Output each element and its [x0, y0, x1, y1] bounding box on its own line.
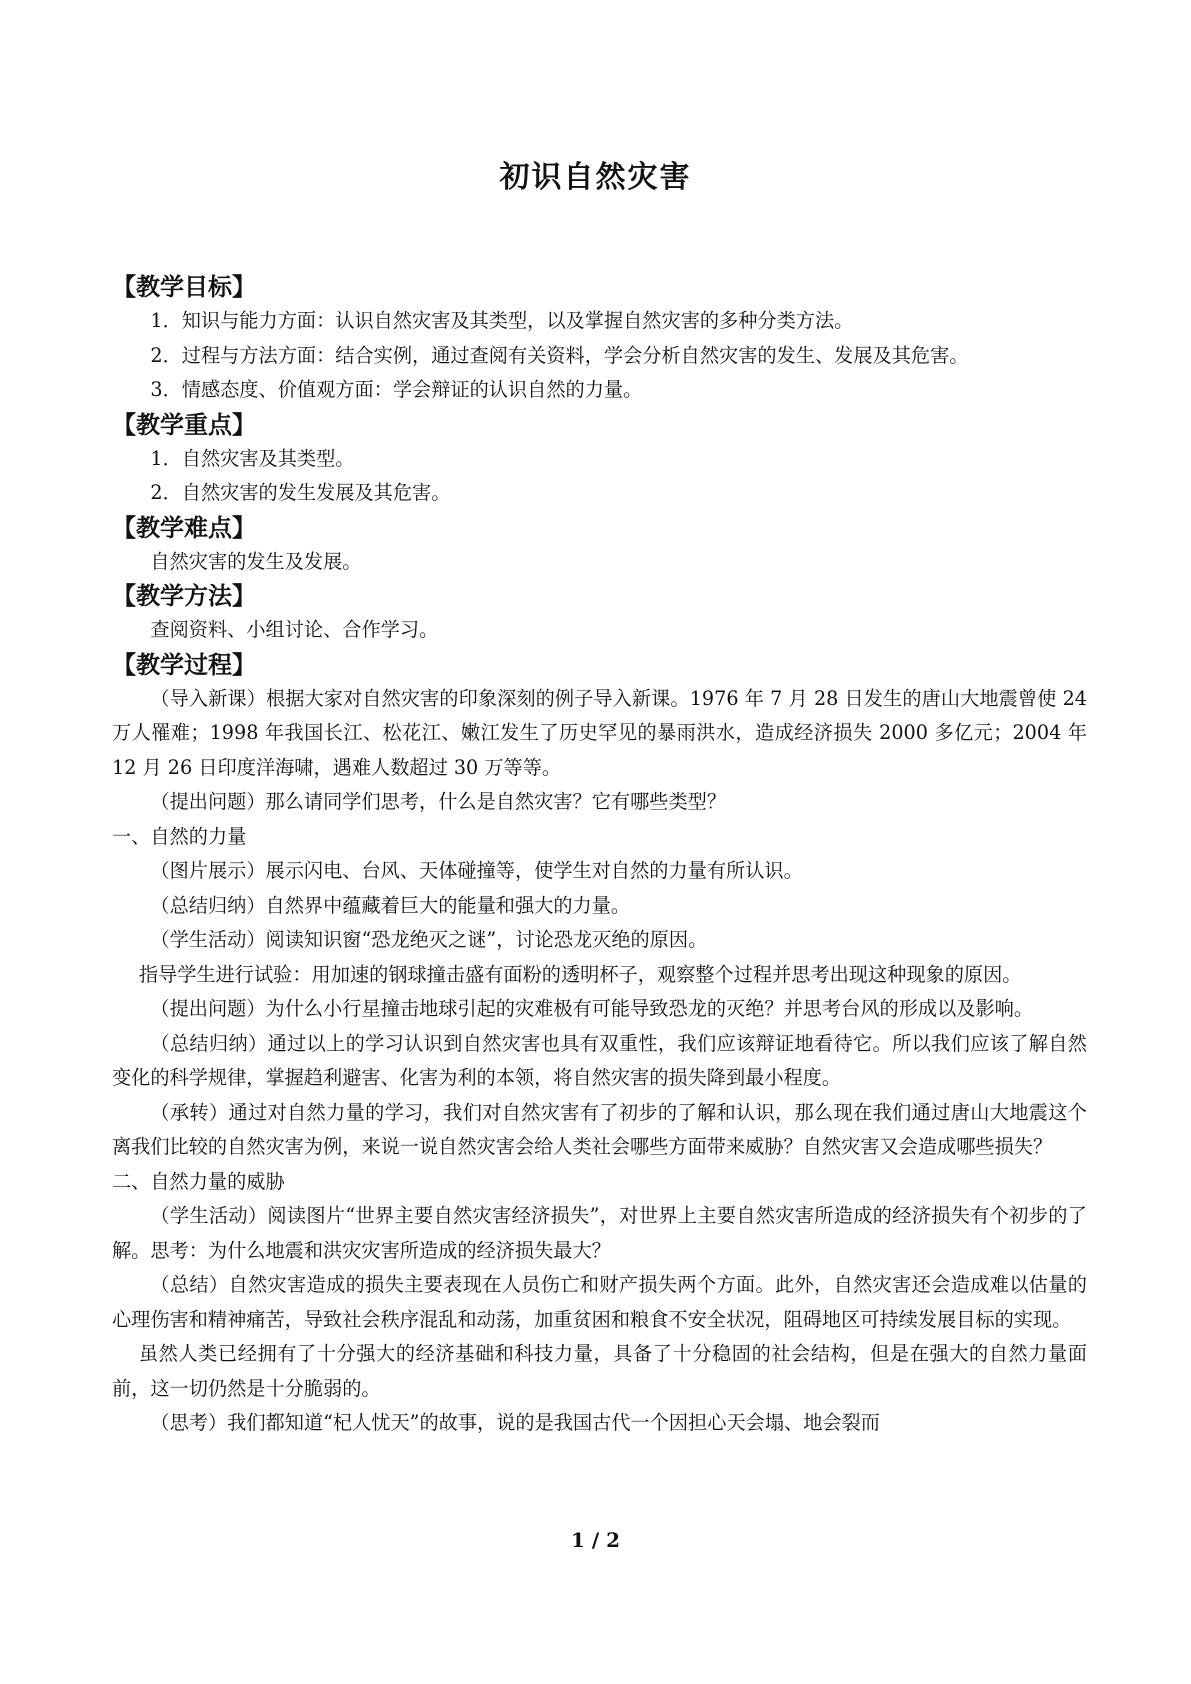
- methods-text: 查阅资料、小组讨论、合作学习。: [150, 618, 439, 641]
- goal-item: 3．情感态度、价值观方面：学会辩证的认识自然的力量。: [150, 378, 643, 401]
- part1-paragraph: 指导学生进行试验：用加速的钢球撞击盛有面粉的透明杯子，观察整个过程并思考出现这种现象的原因。: [138, 962, 1022, 986]
- document-body: [112, 270, 1087, 1441]
- part2-paragraph: 虽然人类已经拥有了十分强大的经济基础和科技力量，具备了十分稳固的社会结构，但是在强大的自然力量面前，这一切仍然是十分脆弱的。: [112, 1342, 1087, 1400]
- part1-paragraph: （提出问题）为什么小行星撞击地球引起的灾难极有可能导致恐龙的灭绝？并思考台风的形成以及影响。: [150, 997, 1034, 1020]
- key-point-item: 1．自然灾害及其类型。: [150, 446, 355, 470]
- part1-paragraph: （总结归纳）通过以上的学习认识到自然灾害也具有双重性，我们应该辩证地看待它。所以我们应该了解自然变化的科学规律，掌握趋利避害、化害为利的本领，将自然灾害的损失降到最小程度。: [112, 1031, 1087, 1089]
- part1-paragraph: （承转）通过对自然力量的学习，我们对自然灾害有了初步的了解和认识，那么现在我们通过唐山大地震这个离我们比较的自然灾害为例，来说一说自然灾害会给人类社会哪些方面带来威胁？自然灾害又会造成哪些损失？: [112, 1100, 1087, 1158]
- part1-paragraph: （总结归纳）自然界中蕴藏着巨大的能量和强大的力量。: [150, 893, 631, 917]
- part2-paragraph: （学生活动）阅读图片“世界主要自然灾害经济损失”，对世界上主要自然灾害所造成的经济损失有个初步的了解。思考：为什么地震和洪灾灾害所造成的经济损失最大？: [112, 1204, 1087, 1262]
- section-heading-difficulties: 【教学难点】: [112, 513, 256, 542]
- section-heading-methods: 【教学方法】: [112, 582, 256, 610]
- goal-item: 2．过程与方法方面：结合实例，通过查阅有关资料，学会分析自然灾害的发生、发展及其危害。: [150, 343, 969, 367]
- section-heading-key-points: 【教学重点】: [112, 410, 256, 439]
- section-heading-process: 【教学过程】: [112, 650, 256, 679]
- section-heading-goals: 【教学目标】: [112, 273, 256, 301]
- page-number: 1 / 2: [570, 1528, 621, 1552]
- document-title: 初识自然灾害: [499, 160, 692, 195]
- part2-paragraph: （总结）自然灾害造成的损失主要表现在人员伤亡和财产损失两个方面。此外，自然灾害还会造成难以估量的心理伤害和精神痛苦，导致社会秩序混乱和动荡，加重贫困和粮食不安全状况，阻碍地区可持续发展目标的实现。: [112, 1273, 1087, 1331]
- part1-title: 一、自然的力量: [112, 824, 247, 848]
- part2-paragraph: （思考）我们都知道“杞人忧天”的故事，说的是我国古代一个因担心天会塌、地会裂而: [150, 1411, 880, 1434]
- key-point-item: 2．自然灾害的发生发展及其危害。: [150, 481, 451, 504]
- goal-item: 1．知识与能力方面：认识自然灾害及其类型，以及掌握自然灾害的多种分类方法。: [150, 309, 854, 332]
- part1-paragraph: （图片展示）展示闪电、台风、天体碰撞等，使学生对自然的力量有所认识。: [150, 859, 803, 882]
- process-question: （提出问题）那么请同学们思考，什么是自然灾害？它有哪些类型？: [150, 790, 727, 813]
- process-intro: （导入新课）根据大家对自然灾害的印象深刻的例子导入新课。1976 年 7 月 28 日发生的唐山大地震曾使 24 万人罹难；1998 年我国长江、松花江、嫩江发生了历史罕见的暴雨洪水，造成经济损失 2000 多亿元；2004 年 12 月 26 日印度洋海啸，遇难人数超过 30 万等等。: [112, 686, 1087, 779]
- part2-title: 二、自然力量的威胁: [112, 1169, 285, 1193]
- part1-paragraph: （学生活动）阅读知识窗“恐龙绝灭之谜”，讨论恐龙灭绝的原因。: [150, 928, 708, 951]
- difficulty-text: 自然灾害的发生及发展。: [150, 549, 362, 573]
